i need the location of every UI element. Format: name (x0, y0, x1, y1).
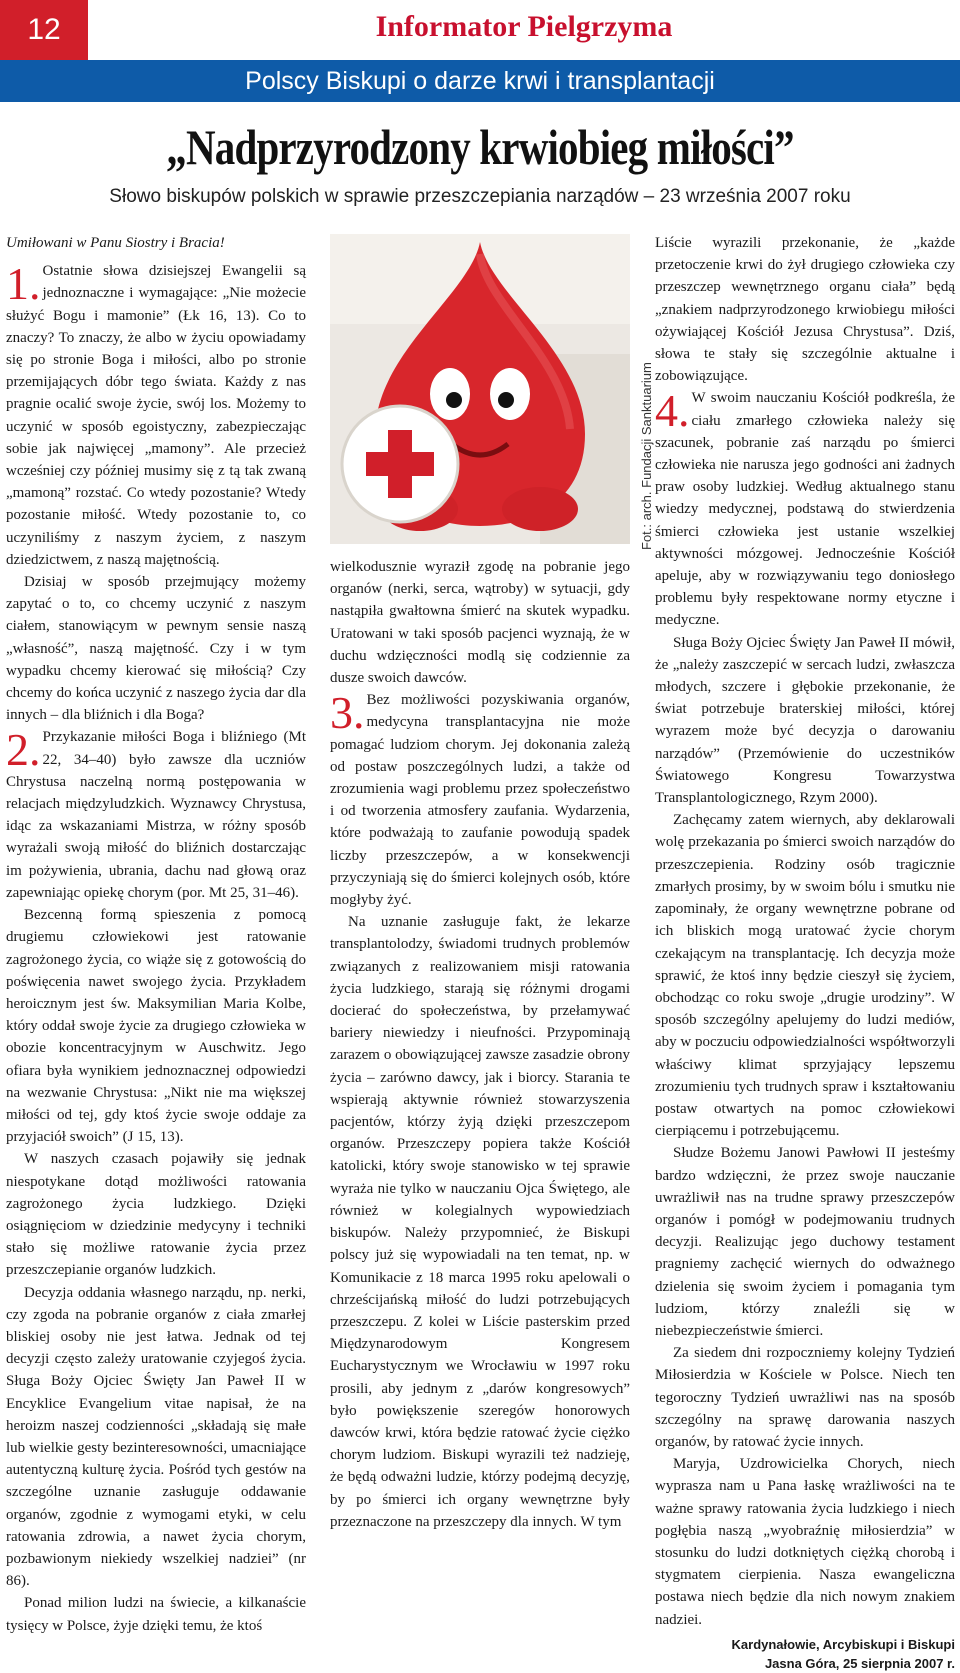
column-1 (6, 232, 306, 1637)
masthead-title: Informator Pielgrzyma (375, 10, 673, 43)
paragraph (330, 689, 630, 911)
paragraph-text: Ostatnie słowa dzisiejszej Ewangelii są jednoznaczne i wymagające: „Nie możecie służyć Bogu i mamonie” (Łk 16, 13). Co to znaczy? To znaczy, że albo w życiu opowiadamy się po stronie Boga i miłości, albo po stronie przemijających dóbr tego świata. Każdy z nas pragnie ocalić swoje życie, swój los. Możemy to uczynić w sposób egoistyczny, zabezpieczając sobie jak najwięcej „mamony”. Ale przecież wcześniej czy później musimy się z tą tak zwaną „mamoną” rozstać. Co wtedy pozostanie? Wtedy pozostanie miłość. Wtedy pozostanie to, co uczyniliśmy z naszym życiem, z naszym dziedzictwem, z naszą majętnością. (6, 263, 306, 568)
photo-credit-text: Fot.: arch. Fundacji Sanktuarium (639, 362, 654, 550)
paragraph (6, 571, 306, 726)
paragraph (6, 1282, 306, 1593)
paragraph-text: Ponad milion ludzi na świecie, a kilkanaście tysięcy w Polsce, żyje dzięki temu, że ktoś (6, 1595, 306, 1634)
paragraph (6, 1148, 306, 1281)
paragraph (655, 387, 955, 631)
mascot-photo (330, 234, 630, 544)
paragraph-text: Na uznanie zasługuje fakt, że lekarze transplantolodzy, świadomi trudnych problemów związanych z realizowaniem misji ratowania życia ludzkiego, starają się różnymi drogami docierać do społeczeństwa, by przełamywać bariery niewiedzy i nieufności. Przypominają zarazem o obowiązującej zawsze zasadzie obrony życia – zarówno dawcy, jak i biorcy. Starania te wspierają aktywnie również stowarzyszenia pacjentów, którzy żyją dzięki przeszczepom organów. Przeszczepy popiera także Kościół katolicki, który swoje stanowisko w tej sprawie wyraża nie tylko w nauczaniu Ojca Świętego, ale również w kolegialnych wypowiedziach biskupów. Należy przypomnieć, że Biskupi polscy już się wypowiadali na ten temat, np. w Komunikacie z 18 marca 1995 roku apelowali o chrześcijańską miłość do ludzi potrzebujących przeszczepu. Z kolei w Liście pasterskim przed Międzynarodowym Kongresem Eucharystycznym we Wrocławiu w 1997 roku prosili, aby jednym z „darów kongresowych” było powiększenie szeregów honorowych dawców krwi, która będzie ratować życie ciężko chorym ludziom. Biskupi wyrazili też nadzieję, że będą odważni ludzie, którzy podejmą decyzję, by po śmierci ich organy wewnętrzne były przeznaczone na przeszczepy dla innych. W tym (330, 914, 630, 1530)
paragraph (655, 232, 955, 387)
paragraph (330, 556, 630, 689)
paragraph-text: W naszych czasach pojawiły się jednak niespotykane dotąd możliwości ratowania zagrożonego życia ludzkiego. Dzięki osiągnięciom w dziedzinie medycyny i techniki stało się możliwe ratowanie życia przez przeszczepianie organów ludzkich. (6, 1151, 306, 1279)
column-2-body (330, 556, 630, 1533)
section-number: 2. (6, 724, 41, 776)
paragraph (6, 1592, 306, 1636)
paragraph-text: Dzisiaj w sposób przejmujący możemy zapytać o to, co chcemy uczynić z naszym ciałem, stanowiącym w pewnym sensie naszą „własność”, naszą majętność. Czy i w tym wypadku chcemy kierować się miłością? Czy chcemy do końca uczynić z naszego życia dar dla innych – dla bliźnich i dla Boga? (6, 574, 306, 724)
paragraph (655, 632, 955, 810)
section-number: 1. (6, 258, 41, 310)
photo-credit (640, 260, 654, 550)
blood-drop-mascot-image (330, 234, 630, 544)
paragraph-text: Zachęcamy zatem wiernych, aby deklarowali wolę przekazania po śmierci swoich narządów do przeszczepienia. Rodziny osób tragicznie zmarłych prosimy, by w swoim bólu i smutku nie zapominały, że organy wewnętrzne pobrane od ich bliskich mogą uratować życie chorym czekającym na transplantację. Ich decyzja może sprawić, że ktoś inny będzie cieszył się życiem, obchodząc co roku swoje „drugie urodziny”. W sposób szczególny apelujemy do ludzi mediów, aby w poczuciu odpowiedzialności współtworzyli właściwy klimat sprzyjający lepszemu zrozumieniu tych trudnych spraw i kształtowaniu postaw otwartych na pomoc człowiekowi cierpiącemu i potrzebującemu. (655, 812, 955, 1140)
greeting: Umiłowani w Panu Siostry i Bracia! (6, 235, 225, 251)
section-number: 4. (655, 385, 690, 437)
paragraph (655, 809, 955, 1142)
paragraph (655, 1142, 955, 1342)
paragraph-text: Maryja, Uzdrowicielka Chorych, niech wyprasza nam u Pana łaskę wrażliwości na te ważne sprawy ratowania życia ludzkiego i niech pogłębia naszą „wyobraźnię miłosierdzia” w stosunku do ludzi dotkniętych ciężką chorobą i stygmatem cierpienia. Nasza ewangeliczna postawa niech będzie dla nich nowym znakiem nadziei. (655, 1456, 955, 1628)
page-number: 12 (0, 0, 88, 60)
paragraph-text: Sługa Boży Ojciec Święty Jan Paweł II mówił, że „należy zaszczepić w sercach ludzi, zwłaszcza młodych, szczere i głębokie przekonanie, że świat potrzebuje braterskiej miłości, której wyrazem może być decyzja o darowaniu narządów” (Przemówienie do uczestników Światowego Kongresu Towarzystwa Transplantologicznego, Rzym 2000). (655, 634, 955, 807)
paragraph-text: wielkodusznie wyraził zgodę na pobranie jego organów (nerki, serca, wątroby) w sytuacji, gdy nastąpiła gwałtowna śmierć na skutek wypadku. Uratowani w taki sposób pacjenci wyznają, że w duchu wdzięczności modlą się codziennie za dusze swoich dawców. (330, 559, 630, 687)
paragraph-text: Słudze Bożemu Janowi Pawłowi II jesteśmy bardzo wdzięczni, że przez swoje nauczanie uwrażliwił nas na trudne sprawy przeszczepów organów i pomógł w podejmowaniu trudnych decyzji. Realizując jego duchowy testament pragniemy zachęcić wiernych do odważnego dzielenia się swoim życiem i pomagania tym ludziom, którzy znaleźli się w niebezpieczeństwie śmierci. (655, 1145, 955, 1339)
paragraph-text: Decyzja oddania własnego narządu, np. nerki, czy zgoda na pobranie organów z ciała zmarłej bliskiej osoby nie jest łatwa. Jednak od tej decyzji często zależy uratowanie czyjegoś życia. Sługa Boży Ojciec Święty Jan Paweł II w Encyklice Evangelium vitae napisał, że na heroizm naszej codzienności „składają się małe lub wielkie gesty bezinteresowności, umacniające autentyczną kulturę życia. Pośród tych gestów na szczególne uznanie zasługuje oddawanie organów, zgodnie z wymogami etyki, w celu ratowania zdrowia, a nawet życia chorym, pozbawionym niekiedy wszelkiej nadziei” (nr 86). (6, 1284, 306, 1590)
signature-date: Jasna Góra, 25 sierpnia 2007 r. (764, 1655, 955, 1671)
column-3-body (655, 232, 955, 1631)
paragraph (6, 904, 306, 1148)
signature-authors: Kardynałowie, Arcybiskupi i Biskupi (731, 1636, 955, 1652)
paragraph-text: Bez możliwości pozyskiwania organów, medycyna transplantacyjna nie może pomagać ludziom chorym. Jej dokonania zależą od postaw poszczególnych ludzi, a także od zrozumienia wagi problemu przez społeczeństwo i od tworzenia atmosfery zaufania. Wydarzenia, które podważają to zaufanie powodują spadek liczby przeszczepów, a w konsekwencji przyczyniają się do śmierci kolejnych osób, które mogłyby żyć. (330, 692, 630, 909)
section-banner: Polscy Biskupi o darze krwi i transplantacji (0, 60, 960, 102)
column-1-body (6, 260, 306, 1637)
paragraph-text: Przykazanie miłości Boga i bliźniego (Mt 22, 34–40) było zawsze dla uczniów Chrystusa naczelną normą postępowania w relacjach międzyludzkich. Wyznawcy Chrystusa, idąc za wskazaniami Mistrza, w różny sposób wyrażali swoją miłość do bliźnich dostarczając im pożywienia, ubrania, dachu nad głową oraz zapewniając opiekę chorym (por. Mt 25, 31–46). (6, 729, 306, 901)
article-subtitle: Słowo biskupów polskich w sprawie przeszczepiania narządów – 23 września 2007 roku (109, 186, 851, 207)
paragraph (655, 1453, 955, 1631)
article-title: „Nadprzyrodzony krwiobieg miłości” (166, 119, 794, 175)
paragraph (655, 1342, 955, 1453)
paragraph (6, 260, 306, 571)
section-number: 3. (330, 687, 365, 739)
column-2 (330, 556, 630, 1533)
paragraph-text: Liście wyrazili przekonanie, że „każde przetoczenie krwi do żył drugiego człowieka czy przeszczep wewnętrznego organu ciała” będą „znakiem nadprzyrodzonego krwiobiegu miłości ożywiającej Kościół Jezusa Chrystusa”. Dziś, słowa te stały się szczególnie aktualne i zobowiązujące. (655, 235, 955, 385)
paragraph (330, 911, 630, 1533)
masthead (88, 10, 960, 54)
paragraph (6, 726, 306, 904)
column-3 (655, 232, 955, 1673)
paragraph-text: W swoim nauczaniu Kościół podkreśla, że ciału zmarłego człowieka należy się szacunek, pobranie zaś narządu po śmierci człowieka nie narusza jego godności ani żadnych praw osoby ludzkiej. Według aktualnego stanu wiedzy medycznej, podstawą do stwierdzenia śmierci człowieka jest ustanie wszelkiej aktywności mózgowej. Jednocześnie Kościół apeluje, aby w rozwiązywaniu tego doniosłego problemu były respektowane normy etyczne i medyczne. (655, 390, 955, 629)
paragraph-text: Bezcenną formą spieszenia z pomocą drugiemu człowiekowi jest ratowanie zagrożonego życia, co wiąże się z gotowością do poświęcenia nawet swojego życia. Przykładem heroicznym jest św. Maksymilian Maria Kolbe, który oddał swoje życie za drugiego człowieka w obozie koncentracyjnym w Auschwitz. Jego ofiara była wynikiem jednoznacznej odpowiedzi na wezwanie Chrystusa: „Nikt nie ma większej miłości od tej, gdy ktoś życie swoje oddaje za przyjaciół swoich” (J 15, 13). (6, 907, 306, 1146)
signature (655, 1635, 955, 1673)
paragraph-text: Za siedem dni rozpoczniemy kolejny Tydzień Miłosierdzia w Kościele w Polsce. Niech ten tegoroczny Tydzień uwrażliwi nas na sposób szczególny na sprawę darowania naszych organów, by ratować życie innych. (655, 1345, 955, 1450)
